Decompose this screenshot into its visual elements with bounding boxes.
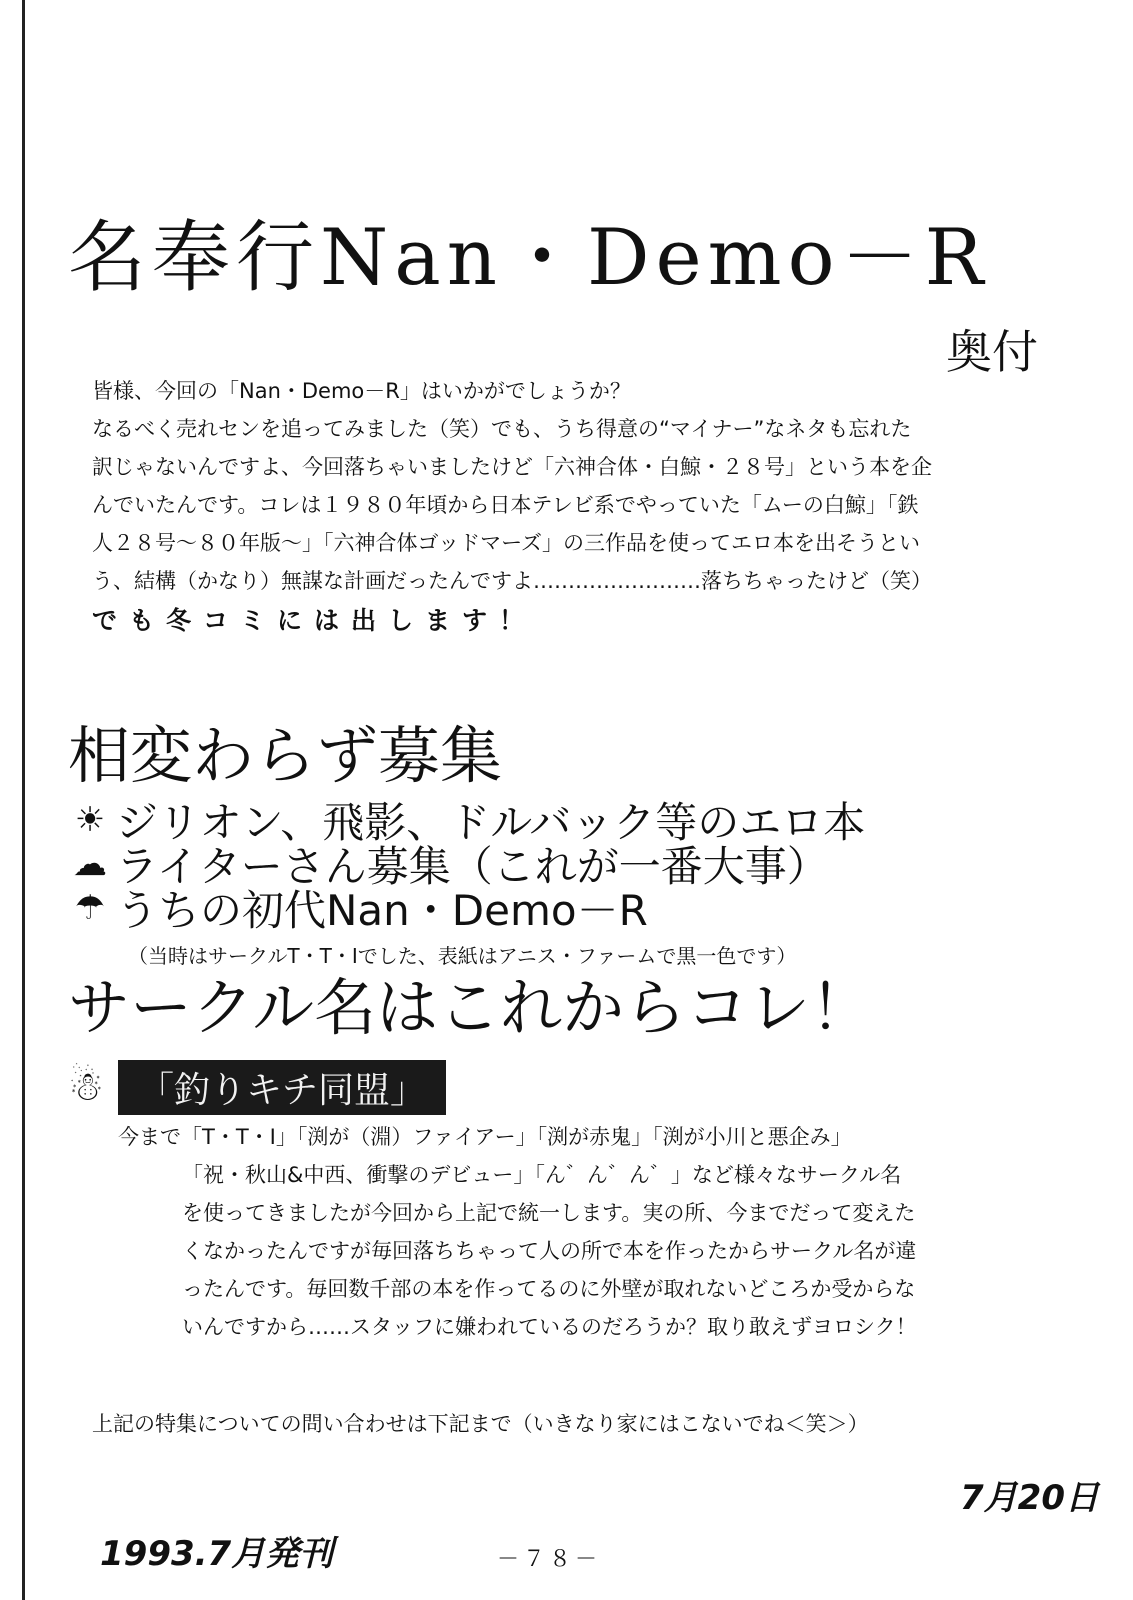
intro-text <box>92 372 1052 640</box>
circle-heading: サークル名はこれからコレ！ <box>68 971 873 1044</box>
intro-line: 皆様、今回の「Nan・Demo－R」はいかがでしょうか？ <box>92 379 631 403</box>
intro-line: 訳じゃないんですよ、今回落ちゃいましたけど「六神合体・白鯨・２８号」という本を企 <box>92 455 932 479</box>
recruit-list <box>68 798 866 935</box>
recruit-heading: 相変わらず募集 <box>68 719 503 792</box>
body-line: 今まで「T・T・I」「渕が（淵）ファイアー」「渕が赤鬼」「渕が小川と悪企み」 <box>118 1125 852 1149</box>
recruit-item-text: ライターさん募集（これが一番大事） <box>116 842 829 891</box>
body-line: 「祝・秋山&中西、衝撃のデビュー」「ん゛ん゛ん゛」など様々なサークル名 <box>182 1163 902 1187</box>
circle-name-banner: 「釣りキチ同盟」 <box>118 1060 446 1115</box>
intro-line: 人２８号～８０年版～」「六神合体ゴッドマーズ」の三作品を使ってエロ本を出そうとい <box>92 531 921 555</box>
intro-line: なるべく売れセンを追ってみました（笑）でも、うち得意の“マイナー”なネタも忘れた <box>92 417 912 441</box>
recruit-note: （当時はサークルT・T・Iでした、表紙はアニス・ファームで黒一色です） <box>128 944 797 968</box>
recruit-item-text: ジリオン、飛影、ドルバック等のエロ本 <box>116 798 866 847</box>
recruit-item-text: うちの初代Nan・Demo－R <box>116 886 648 935</box>
body-line: を使ってきましたが今回から上記で統一します。実の所、今までだって変えた <box>182 1201 916 1225</box>
page-subtitle: 奥付 <box>946 325 1038 379</box>
sun-icon: ☀ <box>74 800 106 840</box>
snowman-icon: ☃ <box>68 1064 104 1110</box>
page-title: 名奉行Nan・Demo－R <box>68 213 990 303</box>
intro-line: う、結構（かなり）無謀な計画だったんですよ……………………落ちちゃったけど（笑） <box>92 569 932 593</box>
announcement: でも冬コミには出します！ <box>92 606 537 635</box>
page-number: －７８－ <box>497 1547 602 1572</box>
circle-body <box>118 1118 1038 1346</box>
handwritten-date: 7月20日 <box>960 1478 1099 1518</box>
intro-line: んでいたんです。コレは１９８０年頃から日本テレビ系でやっていた「ムーの白鯨」「鉄 <box>92 493 919 517</box>
contact-note: 上記の特集についての問い合わせは下記まで（いきなり家にはこないでね＜笑＞） <box>92 1412 869 1436</box>
body-line: いんですから……スタッフに嫌われているのだろうか？取り敢えずヨロシク！ <box>182 1315 917 1339</box>
body-line: くなかったんですが毎回落ちちゃって人の所で本を作ったからサークル名が違 <box>182 1239 917 1263</box>
body-line: ったんです。毎回数千部の本を作ってるのに外壁が取れないどころか受からな <box>182 1277 916 1301</box>
handwritten-publication-date: 1993.7月発刊 <box>100 1534 334 1574</box>
cloud-icon: ☁ <box>73 844 107 884</box>
scan-border <box>22 0 25 1600</box>
umbrella-icon: ☂ <box>74 888 106 928</box>
